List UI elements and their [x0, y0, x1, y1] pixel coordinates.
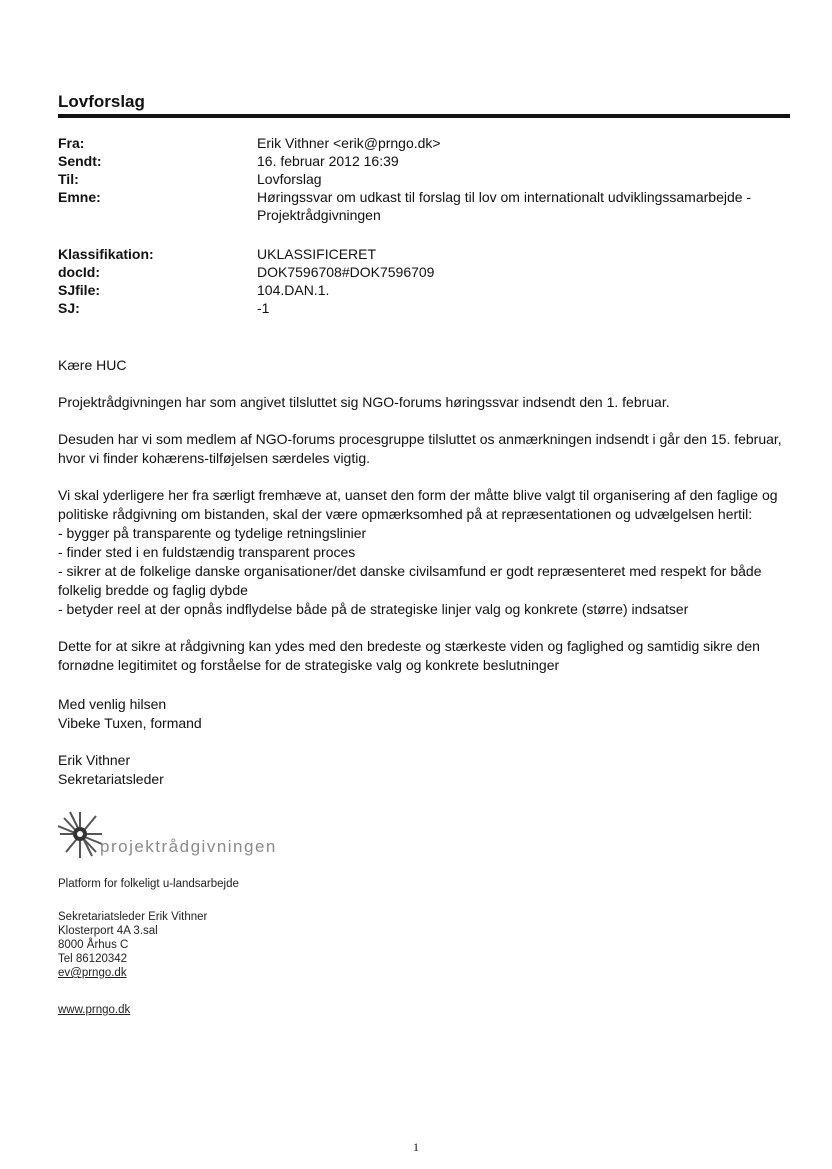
classification-row	[58, 245, 798, 263]
subject-label: Emne:	[58, 189, 101, 205]
paragraph-4: Dette for at sikre at rådgivning kan ydes med den bredeste og stærkeste viden og faglighed og samtidig sikre den fornødne legitimitet og forståelse for de strategiske valg og konkrete beslutninger	[58, 638, 760, 673]
sjfile-row	[58, 281, 798, 299]
subject-value: Høringssvar om udkast til forslag til lov om internationalt udviklingssamarbejde - Projektrådgivningen	[257, 189, 752, 223]
sent-label: Sendt:	[58, 153, 102, 169]
from-row	[58, 134, 798, 152]
bullet-2: - finder sted i en fuldstændig transparent proces	[58, 544, 356, 560]
subject-row	[58, 188, 798, 224]
docid-value: DOK7596708#DOK7596709	[257, 264, 435, 280]
website-line	[58, 1003, 130, 1017]
page-number: 1	[413, 1140, 419, 1154]
email-link[interactable]: ev@prngo.dk	[58, 967, 127, 979]
paragraph-3-intro: Vi skal yderligere her fra særligt fremhæve at, uanset den form der måtte blive valgt til organisering af den faglige og politiske rådgivning om bistanden, skal der være opmærksomhed på at repræsentationen og udvælgelsen hertil:	[58, 487, 778, 522]
logo-text: projektrådgivningen	[100, 837, 277, 856]
bullet-3: - sikrer at de folkelige danske organisationer/det danske civilsamfund er godt repræsenteret med respekt for både folkelig bredde og faglig dybde	[58, 563, 762, 598]
sj-value: -1	[257, 300, 270, 316]
paragraph-2: Desuden har vi som medlem af NGO-forums procesgruppe tilsluttet os anmærkningen indsendt i går den 15. februar, hvor vi finder kohærens-tilføjelsen særdeles vigtig.	[58, 431, 782, 466]
sent-row	[58, 152, 798, 170]
to-value: Lovforslag	[257, 171, 322, 187]
docid-label: docId:	[58, 264, 100, 280]
signature	[58, 751, 164, 789]
contact-city: 8000 Århus C	[58, 939, 129, 951]
closing-greeting: Med venlig hilsen	[58, 696, 167, 712]
docid-row	[58, 263, 798, 281]
website-link[interactable]: www.prngo.dk	[58, 1004, 131, 1016]
sjfile-value: 104.DAN.1.	[257, 282, 330, 298]
greeting: Kære HUC	[58, 357, 127, 373]
tagline: Platform for folkeligt u-landsarbejde	[58, 878, 239, 890]
contact-block	[58, 910, 207, 980]
to-label: Til:	[58, 171, 79, 187]
paragraph-3	[58, 486, 798, 619]
sj-row	[58, 299, 798, 317]
contact-address: Klosterport 4A 3.sal	[58, 925, 158, 937]
to-row	[58, 170, 798, 188]
classification-value: UKLASSIFICERET	[257, 246, 377, 262]
contact-name: Sekretariatsleder Erik Vithner	[58, 911, 208, 923]
letter-body	[58, 356, 798, 693]
closing-name: Vibeke Tuxen, formand	[58, 715, 202, 731]
contact-phone: Tel 86120342	[58, 953, 128, 965]
bullet-1: - bygger på transparente og tydelige retningslinier	[58, 525, 367, 541]
signature-title: Sekretariatsleder	[58, 771, 164, 787]
from-label: Fra:	[58, 135, 85, 151]
document-title: Lovforslag	[58, 92, 145, 111]
title-rule	[58, 114, 790, 118]
closing	[58, 695, 202, 733]
email-header	[58, 134, 798, 224]
from-value: Erik Vithner <erik@prngo.dk>	[257, 135, 441, 151]
sjfile-label: SJfile:	[58, 282, 101, 298]
classification-block	[58, 245, 798, 317]
paragraph-1: Projektrådgivningen har som angivet tilsluttet sig NGO-forums høringssvar indsendt den 1. februar.	[58, 394, 670, 410]
signature-name: Erik Vithner	[58, 752, 131, 768]
sj-label: SJ:	[58, 300, 80, 316]
classification-label: Klassifikation:	[58, 246, 154, 262]
sent-value: 16. februar 2012 16:39	[257, 153, 399, 169]
bullet-4: - betyder reel at der opnås indflydelse både på de strategiske linjer valg og konkrete (større) indsatser	[58, 601, 689, 617]
